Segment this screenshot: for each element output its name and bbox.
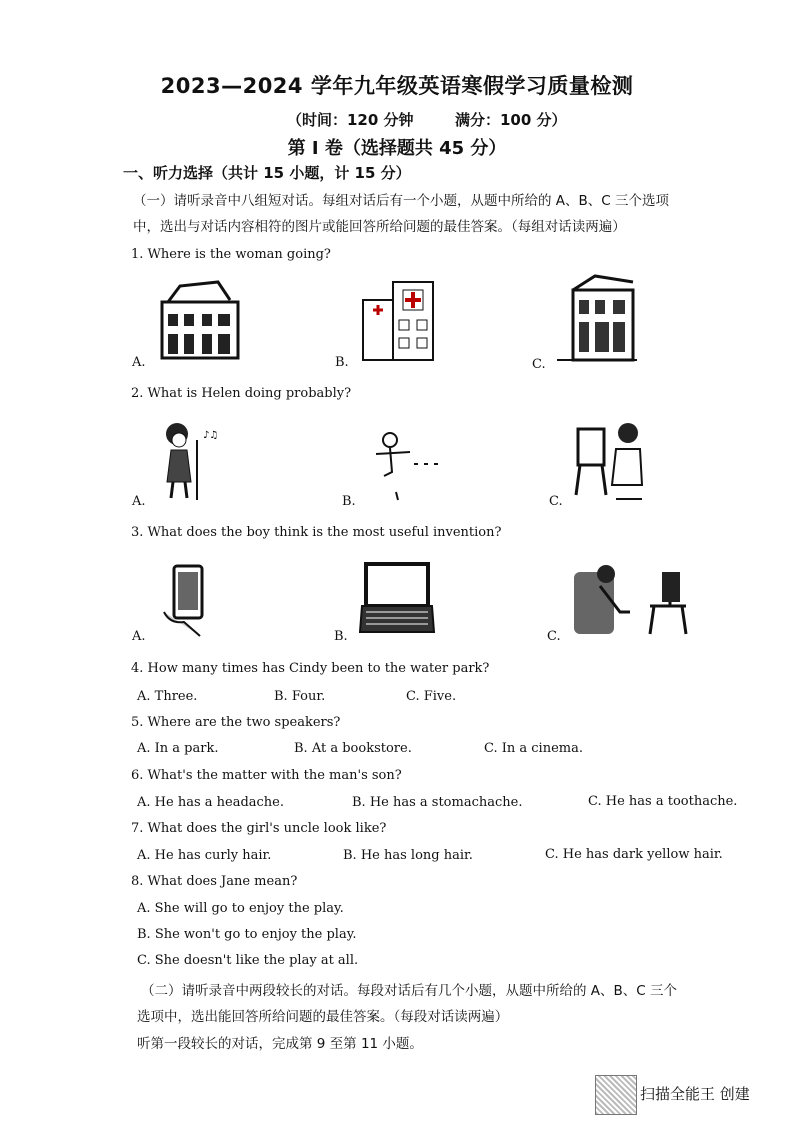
phone-image-a (160, 562, 210, 640)
question-7: 7. What does the girl's uncle look like? (131, 821, 387, 836)
q8-option-b: B. She won't go to enjoy the play. (137, 927, 357, 942)
q5-option-c: C. In a cinema. (484, 741, 583, 756)
option-c-label: C. (549, 494, 563, 509)
question-1: 1. Where is the woman going? (131, 247, 331, 262)
q7-option-c: C. He has dark yellow hair. (545, 847, 723, 862)
instruction-line: （二）请听录音中两段较长的对话。每段对话后有几个小题，从题中所给的 A、B、C 三个 (141, 983, 678, 999)
question-4: 4. How many times has Cindy been to the water park? (131, 661, 490, 676)
q4-option-b: B. Four. (274, 689, 326, 704)
dancing-girl-image-b (370, 430, 440, 502)
part-heading: 第 Ⅰ 卷（选择题共 45 分） (287, 138, 507, 159)
instruction-line: 听第一段较长的对话，完成第 9 至第 11 小题。 (137, 1036, 423, 1052)
q8-option-a: A. She will go to enjoy the play. (137, 901, 344, 916)
option-c-label: C. (532, 357, 546, 372)
question-6: 6. What's the matter with the man's son? (131, 768, 402, 783)
q6-option-a: A. He has a headache. (137, 795, 284, 810)
laptop-image-b (356, 560, 438, 640)
option-b-label: B. (335, 355, 349, 370)
q4-option-a: A. Three. (137, 689, 198, 704)
option-a-label: A. (132, 494, 146, 509)
exam-time: （时间：120 分钟 (287, 111, 414, 129)
instruction-line: 选项中，选出能回答所给问题的最佳答案。（每段对话读两遍） (137, 1009, 509, 1025)
q4-option-c: C. Five. (406, 689, 457, 704)
option-c-label: C. (547, 629, 561, 644)
q5-option-a: A. In a park. (137, 741, 219, 756)
painting-girl-image-c (572, 415, 648, 503)
option-a-label: A. (132, 629, 146, 644)
option-b-label: B. (342, 494, 356, 509)
q7-option-b: B. He has long hair. (343, 848, 473, 863)
exam-score: 满分：100 分） (455, 111, 567, 129)
q7-option-a: A. He has curly hair. (137, 848, 272, 863)
question-5: 5. Where are the two speakers? (131, 715, 341, 730)
svg-text:♪♫: ♪♫ (203, 430, 219, 441)
option-b-label: B. (334, 629, 348, 644)
scanner-watermark: 扫描全能王 创建 (640, 1085, 750, 1103)
qr-code-icon (595, 1075, 637, 1115)
q5-option-b: B. At a bookstore. (294, 741, 412, 756)
question-3: 3. What does the boy think is the most useful invention? (131, 525, 502, 540)
computer-user-image-c (570, 562, 688, 638)
q8-option-c: C. She doesn't like the play at all. (137, 953, 359, 968)
hospital-image-b (355, 280, 440, 366)
singing-girl-image-a (157, 420, 229, 502)
exam-title: 2023—2024 学年九年级英语寒假学习质量检测 (160, 74, 634, 98)
building-image-a (158, 280, 242, 360)
instruction-line: （一）请听录音中八组短对话。每组对话后有一个小题，从题中所给的 A、B、C 三个选项 (133, 193, 670, 209)
option-a-label: A. (132, 355, 146, 370)
question-8: 8. What does Jane mean? (131, 874, 298, 889)
q6-option-b: B. He has a stomachache. (352, 795, 523, 810)
q6-option-c: C. He has a toothache. (588, 794, 738, 809)
instruction-line: 中，选出与对话内容相符的图片或能回答所给问题的最佳答案。（每组对话读两遍） (133, 219, 626, 235)
building-image-c (555, 272, 639, 366)
question-2: 2. What is Helen doing probably? (131, 386, 352, 401)
section-heading: 一、听力选择（共计 15 小题，计 15 分） (123, 164, 411, 182)
